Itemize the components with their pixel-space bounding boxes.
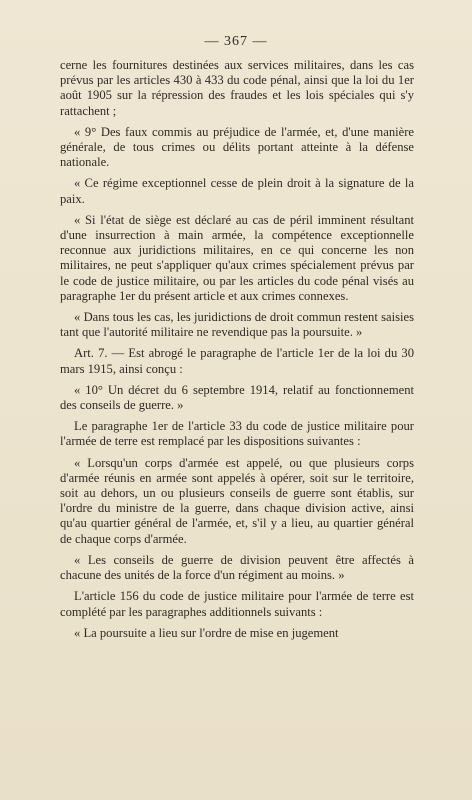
paragraph: « Si l'état de siège est déclaré au cas de péril imminent résultant d'une insurrection à main armée, la compétence exceptionnelle reconnue aux juridictions militaires, en ce qui concerne les non militaires, ne peut s'appliquer qu'aux crimes spécialement prévus par le code de justice militaire, ou par les articles du code pénal visés au paragraphe 1er du présent article et aux crimes connexes. <box>60 212 414 303</box>
paragraph: « La poursuite a lieu sur l'ordre de mise en jugement <box>74 625 339 640</box>
paragraph: cerne les fournitures destinées aux services militaires, dans les cas prévus par les articles 430 à 433 du code pénal, ainsi que la loi du 1er août 1905 sur la répression des fraudes et les lois spéciales qui s'y rattachent ; <box>60 58 414 118</box>
paragraph: « 9° Des faux commis au préjudice de l'armée, et, d'une manière générale, de tous crimes ou délits portant atteinte à la défense nationale. <box>60 124 414 170</box>
paragraph: Art. 7. — Est abrogé le paragraphe de l'article 1er de la loi du 30 mars 1915, ainsi conçu : <box>60 346 414 376</box>
page-number: — 367 — <box>204 34 268 49</box>
paragraph: « Les conseils de guerre de division peuvent être affectés à chacune des unités de la force d'un régiment au moins. » <box>60 552 414 583</box>
paragraph: Le paragraphe 1er de l'article 33 du code de justice militaire pour l'armée de terre est remplacé par les dispositions suivantes : <box>60 419 414 449</box>
paragraph: « Dans tous les cas, les juridictions de droit commun restent saisies tant que l'autorité militaire ne revendique pas la poursuite. » <box>60 310 414 340</box>
paragraph: « Ce régime exceptionnel cesse de plein droit à la signature de la paix. <box>60 176 414 206</box>
paragraph: « 10° Un décret du 6 septembre 1914, relatif au fonctionnement des conseils de guerre. » <box>60 382 414 413</box>
paragraph: L'article 156 du code de justice militaire pour l'armée de terre est complété par les paragraphes additionnels suivants : <box>60 589 414 619</box>
page-body <box>60 58 414 647</box>
paragraph: « Lorsqu'un corps d'armée est appelé, ou que plusieurs corps d'armée réunis en armée sont appelés à opérer, soit sur le territoire, soit au dehors, un ou plusieurs conseils de guerre sont établis, sur l'ordre du ministre de la guerre, dans chaque division active, ainsi qu'au quartier général de l'armée, et, s'il y a lieu, au quartier général de chaque corps d'armée. <box>60 455 414 546</box>
